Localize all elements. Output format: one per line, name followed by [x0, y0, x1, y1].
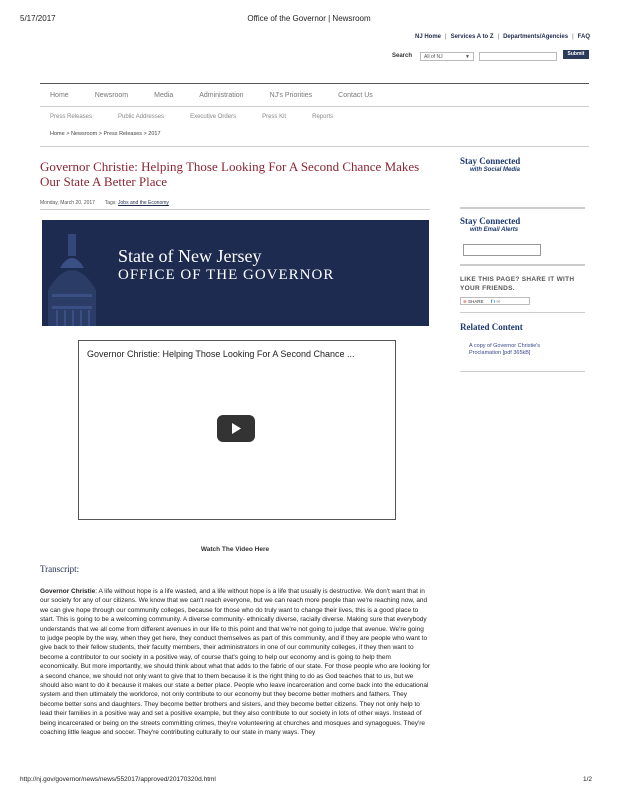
share-icon: ⊕: [463, 299, 467, 304]
stay-connected-social-sub[interactable]: with Social Media: [470, 167, 521, 173]
play-icon: [217, 415, 255, 442]
footer-page-number: 1/2: [582, 776, 592, 783]
top-link-services[interactable]: Services A to Z: [450, 34, 494, 40]
sidebar-divider-2: [460, 264, 585, 266]
tag-link[interactable]: Jobs and the Economy: [118, 200, 169, 206]
video-player[interactable]: [78, 340, 396, 520]
subnav-reports[interactable]: Reports: [312, 114, 334, 120]
sub-nav: [50, 114, 359, 120]
print-date: 5/17/2017: [20, 14, 56, 23]
chevron-down-icon: ▼: [465, 54, 470, 60]
email-alert-input[interactable]: [463, 244, 541, 256]
nav-home[interactable]: Home: [50, 92, 69, 99]
stay-connected-email-sub[interactable]: with Email Alerts: [470, 227, 519, 233]
banner-line-2: OFFICE OF THE GOVERNOR: [118, 267, 335, 283]
top-link-faq[interactable]: FAQ: [577, 34, 590, 40]
watch-video-label: Watch The Video Here: [200, 546, 270, 553]
transcript-body: [40, 587, 431, 772]
nav-bottom-rule: [40, 146, 589, 147]
stay-connected-email-heading: Stay Connected: [460, 216, 521, 226]
share-label: SHARE: [468, 299, 484, 304]
like-page-text: LIKE THIS PAGE? SHARE IT WITH YOUR FRIENDS.: [460, 276, 575, 292]
sidebar-divider-1: [460, 207, 585, 209]
subnav-executive-orders[interactable]: Executive Orders: [190, 114, 237, 120]
article-meta: [40, 200, 169, 206]
nav-priorities[interactable]: NJ's Priorities: [269, 92, 313, 99]
top-links: NJ Home | Services A to Z | Departments/Agencies | FAQ: [415, 34, 590, 40]
tags-label: Tags:: [104, 200, 117, 206]
related-content-link[interactable]: A copy of Governor Christie's Proclamation [pdf 365kB]: [469, 343, 541, 356]
transcript-speaker: Governor Christie: [40, 588, 96, 595]
nav-administration[interactable]: Administration: [199, 92, 244, 99]
nav-media[interactable]: Media: [154, 92, 174, 99]
nav-contact[interactable]: Contact Us: [338, 92, 373, 99]
sidebar-divider-4: [460, 371, 585, 372]
search-scope-select[interactable]: [420, 52, 474, 61]
sidebar-divider-3: [460, 312, 585, 313]
email-icon: ✉: [496, 299, 501, 304]
breadcrumb[interactable]: Home > Newsroom > Press Releases > 2017: [50, 131, 161, 137]
subnav-public-addresses[interactable]: Public Addresses: [118, 114, 165, 120]
article-date: Monday, March 20, 2017: [40, 200, 95, 206]
print-title: Office of the Governor | Newsroom: [247, 14, 371, 23]
nav-mid-rule: [40, 106, 589, 107]
stay-connected-social-heading: Stay Connected: [460, 156, 521, 166]
related-content-heading: Related Content: [460, 322, 523, 332]
twitter-icon: t: [493, 299, 496, 304]
footer-url: http://nj.gov/governor/news/news/552017/approved/20170320d.html: [20, 776, 216, 783]
subnav-press-kit[interactable]: Press Kit: [262, 114, 287, 120]
search-scope-value: All of NJ: [424, 54, 443, 60]
governor-banner: [42, 220, 429, 326]
main-nav: [50, 92, 399, 99]
top-link-nj-home[interactable]: NJ Home: [415, 34, 442, 40]
article-title: Governor Christie: Helping Those Looking For A Second Chance Makes Our State A Better Place: [40, 159, 420, 189]
subnav-press-releases[interactable]: Press Releases: [50, 114, 93, 120]
banner-line-1: State of New Jersey: [118, 246, 262, 266]
meta-rule: [40, 209, 430, 210]
search-input[interactable]: [479, 52, 557, 61]
play-button[interactable]: [217, 415, 255, 442]
top-link-departments[interactable]: Departments/Agencies: [503, 34, 569, 40]
search-label: Search: [392, 53, 413, 59]
search-submit-button[interactable]: Submit: [563, 50, 589, 59]
transcript-heading: Transcript:: [40, 564, 80, 574]
nav-top-rule: [40, 83, 589, 84]
video-title[interactable]: Governor Christie: Helping Those Looking For A Second Chance ...: [87, 349, 355, 359]
facebook-icon: f: [490, 299, 493, 304]
nav-newsroom[interactable]: Newsroom: [94, 92, 129, 99]
transcript-text: : A life without hope is a life wasted, and a life without hope is a life that usually is destructive. We don't want that in our society for any of our citizens. We know that we can't reach everyone, but we can reach more people than we're reaching now, and we can give hope through our community colleges, because for those who do truly want to change their lives, this is a good place to start. This is going to be a welcoming community. A diverse community- ethnically diverse, racially diverse. Making sure that everybody understands that we all come from different avenues in our life to this point and that we're not going to judge that avenue. We're going to judge people by the way, when they get here, they conduct themselves as part of this community, and if they are people who want to give back to their fellow students, their faculty members, their administrators in one of our community colleges, if they then want to become a contributor to our society in a positive way, of course that's going to help our economy and is going to help them economically. But more importantly, we should think about what that adds to the fabric of our state. For those people who are looking for a second chance, we should not only want to give that to them because it is the right thing to do as God teaches that to us, but we should also want to do it because it makes our state a better place. People who leave incarceration and come back into the educational system and then ultimately the workforce, not only contribute to our economy but they become better mothers and fathers. They become better sons and daughters. They become better brothers and sisters, and they become better citizens. They not only help to lead their families in a positive way and set a positive example, but they also contribute to our society in lots of other ways. Instead of being incarcerated or being on the streets committing crimes, they're volunteering at churches and mosques and synagogues. They're coaching little league and soccer. They're contributing culturally to our state in many ways. They: [40, 588, 430, 737]
share-button[interactable]: [460, 297, 530, 305]
